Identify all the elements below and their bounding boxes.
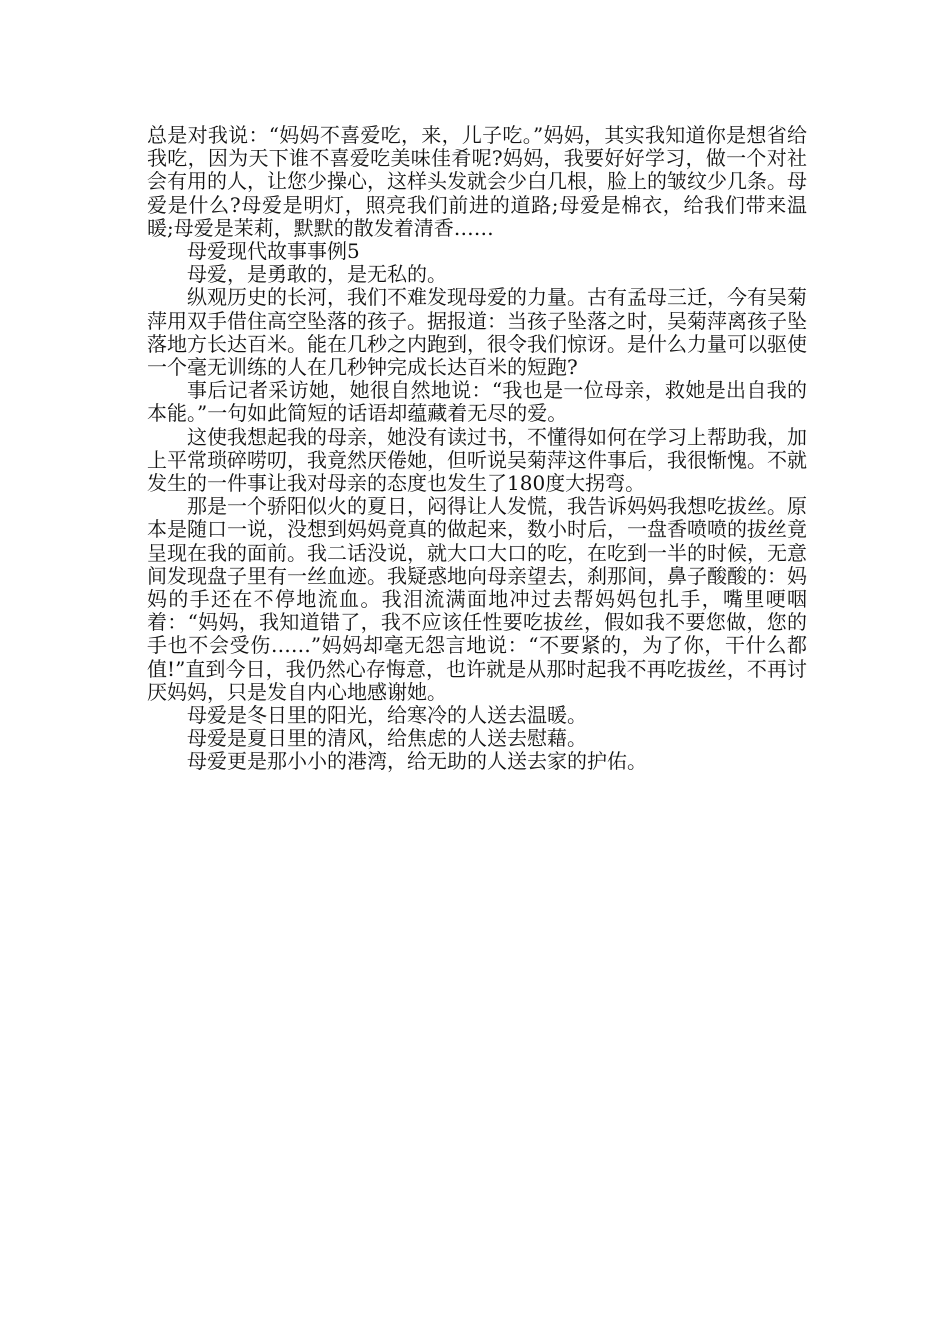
paragraph: 母爱是夏日里的清风，给焦虑的人送去慰藉。 bbox=[187, 726, 587, 751]
paragraph: 母爱，是勇敢的，是无私的。 bbox=[187, 262, 447, 287]
section-heading: 母爱现代故事事例5 bbox=[187, 239, 360, 264]
paragraph: 纵观历史的长河，我们不难发现母爱的力量。古有孟母三迁，今有吴菊萍用双手借住高空坠落的孩子。据报道：当孩子坠落之时，吴菊萍离孩子坠落地方长达百米。能在几秒之内跑到，很令我们惊讶。是什么力量可以驱使一个毫无训练的人在几秒钟完成长达百米的短跑? bbox=[147, 285, 807, 380]
paragraph-continuation: 总是对我说：“妈妈不喜爱吃，来，儿子吃。”妈妈，其实我知道你是想省给我吃，因为天下谁不喜爱吃美味佳肴呢?妈妈，我要好好学习，做一个对社会有用的人，让您少操心，这样头发就会少白几根，脸上的皱纹少几条。母爱是什么?母爱是明灯，照亮我们前进的道路;母爱是棉衣，给我们带来温暖;母爱是茉莉，默默的散发着清香…… bbox=[147, 123, 807, 240]
paragraph: 事后记者采访她，她很自然地说：“我也是一位母亲，救她是出自我的本能。”一句如此简短的话语却蕴藏着无尽的爱。 bbox=[147, 378, 807, 426]
document-page bbox=[147, 124, 807, 774]
paragraph: 母爱是冬日里的阳光，给寒冷的人送去温暖。 bbox=[187, 703, 587, 728]
paragraph: 那是一个骄阳似火的夏日，闷得让人发慌，我告诉妈妈我想吃拔丝。原本是随口一说，没想到妈妈竟真的做起来，数小时后，一盘香喷喷的拔丝竟呈现在我的面前。我二话没说，就大口大口的吃，在吃到一半的时候，无意间发现盘子里有一丝血迹。我疑惑地向母亲望去，刹那间，鼻子酸酸的：妈妈的手还在不停地流血。我泪流满面地冲过去帮妈妈包扎手，嘴里哽咽着：“妈妈，我知道错了，我不应该任性要吃拔丝，假如我不要您做，您的手也不会受伤……”妈妈却毫无怨言地说：“不要紧的，为了你，干什么都值!”直到今日，我仍然心存悔意，也许就是从那时起我不再吃拔丝，不再讨厌妈妈，只是发自内心地感谢她。 bbox=[147, 494, 807, 704]
paragraph: 母爱更是那小小的港湾，给无助的人送去家的护佑。 bbox=[187, 749, 647, 774]
paragraph: 这使我想起我的母亲，她没有读过书，不懂得如何在学习上帮助我，加上平常琐碎唠叨，我竟然厌倦她，但听说吴菊萍这件事后，我很惭愧。不就发生的一件事让我对母亲的态度也发生了180度大拐弯。 bbox=[147, 424, 807, 496]
